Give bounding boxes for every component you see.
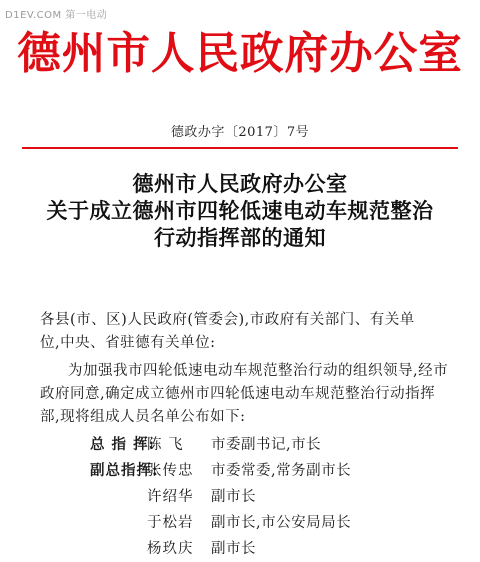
salutation-line-1: 各县(市、区)人民政府(管委会),市政府有关部门、有关单 [40,312,415,328]
body-line-3: 部,现将组成人员名单公布如下: [40,409,246,425]
notice-title-line-3: 行动指挥部的通知 [154,225,326,250]
member-list [90,432,470,562]
member-row [90,458,470,484]
member-post: 副市长,市公安局局长 [211,515,352,531]
body-line-1: 为加强我市四轮低速电动车规范整治行动的组织领导,经市 [68,363,449,379]
member-post: 副市长 [211,489,256,505]
salutation [40,309,460,355]
member-name: 陈 飞 [147,437,184,453]
member-name: 杨玖庆 [147,541,194,557]
site-watermark: D1EV.COM 第一电动 [5,10,108,21]
member-row [90,536,470,562]
member-row [90,484,470,510]
member-post: 市委常委,常务副市长 [211,463,352,479]
body-line-2: 政府同意,确定成立德州市四轮低速电动车规范整治行动指挥 [40,386,436,402]
notice-title [0,170,480,251]
member-post: 市委副书记,市长 [211,437,322,453]
notice-title-line-2: 关于成立德州市四轮低速电动车规范整治 [46,198,434,223]
notice-title-line-1: 德州市人民政府办公室 [132,171,348,196]
member-post: 副市长 [211,541,256,557]
member-row [90,510,470,536]
member-row [90,432,470,458]
salutation-line-2: 位,中央、省驻德有关单位: [40,335,216,351]
red-divider-line [22,147,458,149]
member-name: 于松岩 [147,515,194,531]
document-number: 德政办字〔2017〕7号 [170,125,310,140]
body-paragraph [40,360,460,429]
member-role: 副总指挥: [90,462,159,479]
member-name: 张传忠 [147,463,194,479]
member-name: 许绍华 [147,489,194,505]
member-role: 总 指 挥: [90,436,155,453]
letterhead-title: 德州市人民政府办公室 [17,28,463,79]
